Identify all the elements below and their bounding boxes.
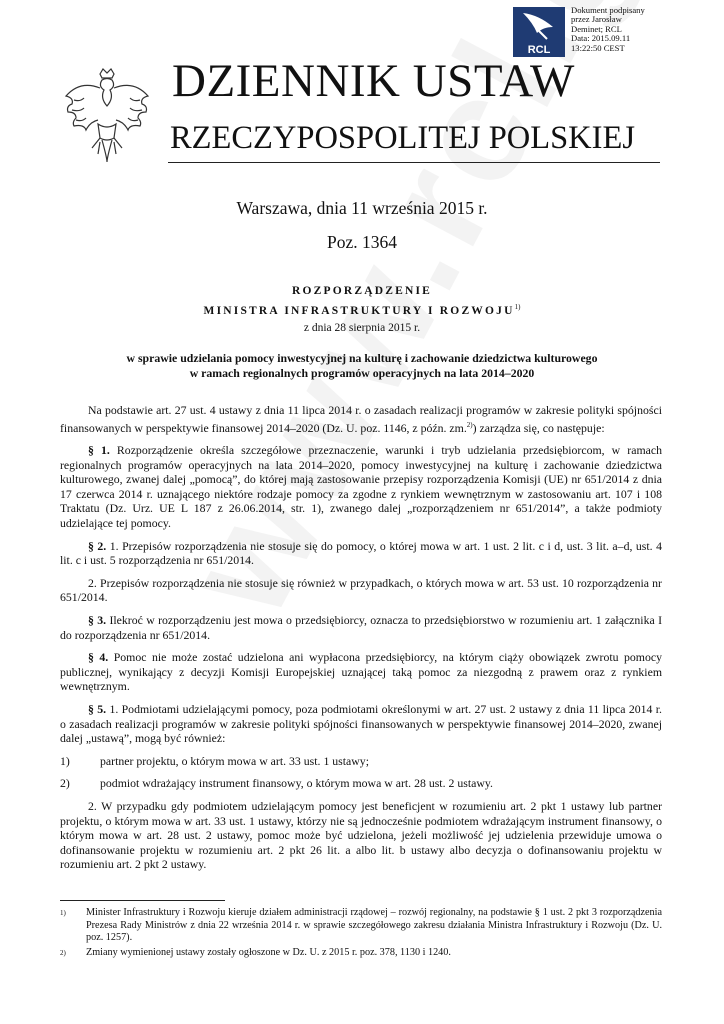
act-subject: w sprawie udzielania pomocy inwestycyjnej na kulturę i zachowanie dziedzictwa kulturowego w ramach regionalnych programów operacyjnych na lata 2014–2020 bbox=[126, 351, 598, 380]
place-date: Warszawa, dnia 11 września 2015 r. bbox=[236, 198, 488, 218]
list-item: 2) podmiot wdrażający instrument finansowy, o którym mowa w art. 28 ust. 2 ustawy. bbox=[60, 776, 493, 791]
footnote: 1) Minister Infrastruktury i Rozwoju kieruje działem administracji rządowej – rozwój regionalny, na podstawie § 1 ust. 2 pkt 3 rozporządzenia Prezesa Rady Ministrów z dnia 22 września 2014 r. w sprawie szczegółowego zakresu działania Ministra Infrastruktury i Rozwoju (Dz. U. poz. 1257). bbox=[60, 907, 662, 944]
act-kind: ROZPORZĄDZENIE bbox=[291, 285, 433, 297]
svg-text:RCL: RCL bbox=[527, 44, 551, 56]
position-number: Poz. 1364 bbox=[327, 232, 397, 252]
act-body bbox=[60, 403, 662, 880]
journal-title: DZIENNIK USTAW bbox=[172, 55, 575, 107]
journal-subtitle: RZECZYPOSPOLITEJ POLSKIEJ bbox=[170, 120, 635, 156]
preamble: Na podstawie art. 27 ust. 4 ustawy z dnia 11 lipca 2014 r. o zasadach realizacji programów w zakresie polityki spójności finansowanych w perspektywie finansowej 2014–2020 (Dz. U. poz. 1146, z późn. zm.$^{2)}$) zarządza się, co następuje: bbox=[60, 403, 662, 435]
list-item: 1) partner projektu, o którym mowa w art. 33 ust. 1 ustawy; bbox=[60, 753, 369, 768]
section-4: § 4. Pomoc nie może zostać udzielona ani wypłacona przedsiębiorcy, na którym ciąży obowiązek zwrotu pomocy publicznej, wynikający z decyzji Komisji Europejskiej uznającej taką pomoc za niezgodną z prawem oraz z rynkiem wewnętrznym. bbox=[60, 650, 662, 694]
act-authority: MINISTRA INFRASTRUKTURY I ROZWOJU$^{1)}$ bbox=[203, 303, 521, 317]
footnote: 2) Zmiany wymienionej ustawy zostały ogłoszone w Dz. U. z 2015 r. poz. 378, 1130 i 1240. bbox=[60, 947, 451, 958]
section-3: § 3. Ilekroć w rozporządzeniu jest mowa o przedsiębiorcy, oznacza to przedsiębiorstwo w rozumieniu art. 1 załącznika I do rozporządzenia nr 651/2014. bbox=[60, 613, 662, 642]
footnote-ref: 1) bbox=[514, 303, 521, 311]
section-5-par-2: 2. W przypadku gdy podmiotem udzielającym pomocy jest beneficjent w rozumieniu art. 2 pkt 1 ustawy lub partner projektu, o którym mowa w art. 33 ust. 1 ustawy, którzy nie są jednocześnie podmiotem wdrażającym instrument finansowy, o którym mowa w art. 28 ust. 2 ustawy, pomoc może być udzielona, jeżeli możliwość jej udzielenia przewiduje umowa o dofinansowanie projektu w rozumieniu art. 2 pkt 26 lit. a albo lit. b ustawy albo decyzja o dofinansowaniu projektu w rozumieniu art. 2 pkt 2 ustawy. bbox=[60, 798, 662, 872]
section-2-par-2: 2. Przepisów rozporządzenia nie stosuje się również w przypadkach, o których mowa w art. 53 ust. 10 rozporządzenia nr 651/2014. bbox=[60, 575, 662, 605]
section-2-par-1: § 2. 1. Przepisów rozporządzenia nie stosuje się do pomocy, o której mowa w art. 1 ust. 2 lit. c i d, ust. 3 lit. a–d, ust. 4 lit. c i ust. 5 rozporządzenia nr 651/2014. bbox=[60, 538, 663, 568]
footnote-rule bbox=[60, 900, 225, 901]
section-1: § 1. Rozporządzenie określa szczegółowe przeznaczenie, warunki i tryb udzielania przedsiębiorcom, w ramach regionalnych programów operacyjnych na lata 2014–2020, pomocy inwestycyjnej na kulturę i zachowanie dziedzictwa kulturowego, zwanej dalej „pomocą”, do której mają zastosowanie przepisy rozporządzenia Komisji (UE) nr 651/2014 z dnia 17 czerwca 2014 r. uznającego niektóre rodzaje pomocy za zgodne z rynkiem wewnętrznym w zastosowaniu art. 107 i 108 Traktatu (Dz. Urz. UE L 187 z 26.06.2014, str. 1), zwanego dalej „rozporządzeniem nr 651/2014”, a także podmioty udzielające tej pomocy. bbox=[60, 443, 662, 531]
signature-info: Dokument podpisany przez Jarosław Deminet; RCL Data: 2015.09.11 13:22:50 CEST bbox=[571, 5, 645, 53]
rcl-logo bbox=[513, 7, 565, 57]
eagle-emblem bbox=[62, 66, 152, 166]
header-rule bbox=[168, 162, 660, 163]
act-date: z dnia 28 sierpnia 2015 r. bbox=[303, 322, 421, 334]
footnote-ref: 2) bbox=[466, 420, 473, 429]
section-5-par-1: § 5. 1. Podmiotami udzielającymi pomocy, poza podmiotami określonymi w art. 27 ust. 2 ustawy z dnia 11 lipca 2014 r. o zasadach realizacji programów w zakresie polityki spójności finansowanych w perspektywie finansowej 2014–2020, zwanej dalej „ustawą”, mogą być również: bbox=[60, 702, 663, 746]
